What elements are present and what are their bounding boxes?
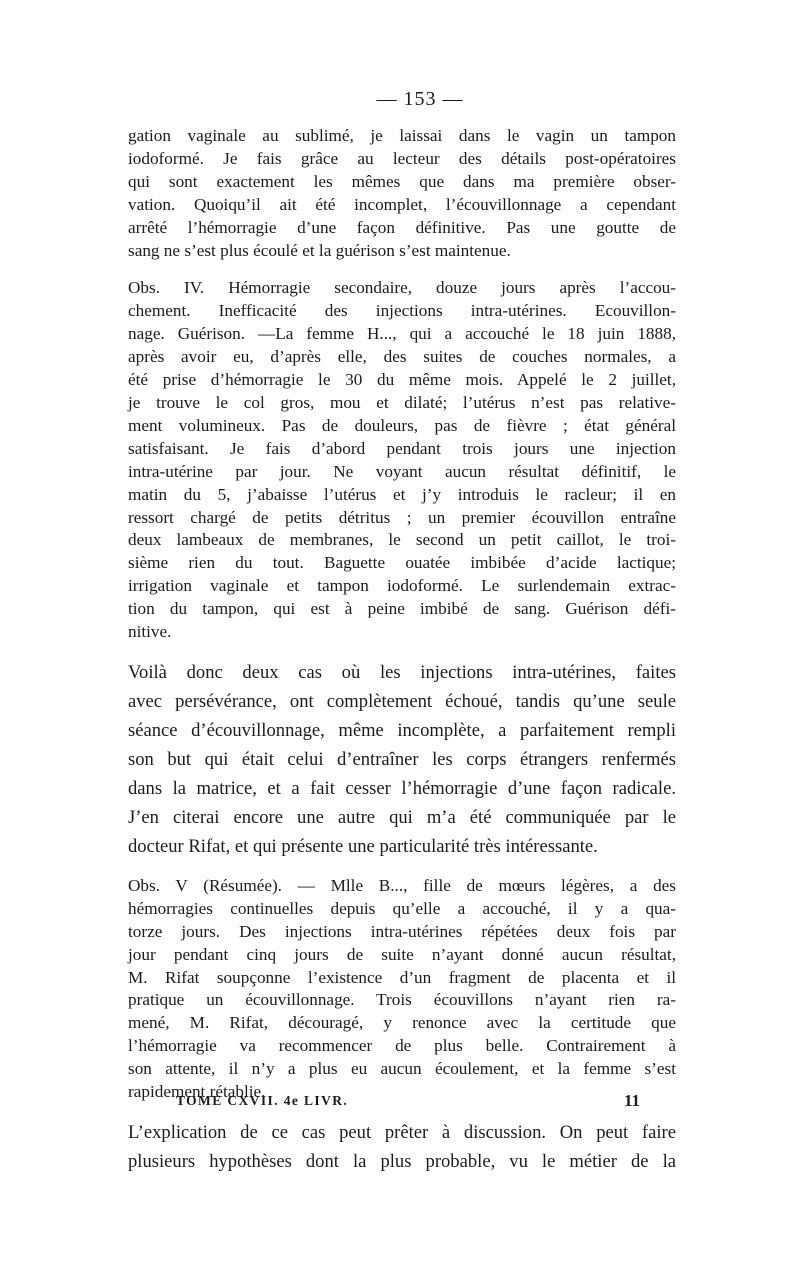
- text-line: ment volumineux. Pas de douleurs, pas de fièvre ; état général: [128, 415, 676, 435]
- text-line: je trouve le col gros, mou et dilaté; l’utérus n’est pas relative-: [128, 392, 676, 412]
- text-line: avec persévérance, ont complètement échoué, tandis qu’une seule: [128, 690, 676, 712]
- paragraph-obs-5: [128, 875, 676, 1104]
- paragraph-1: [128, 125, 676, 262]
- text-line: rapidement rétablie.: [128, 1082, 266, 1102]
- text-line: séance d’écouvillonnage, même incomplète, a parfaitement rempli: [128, 719, 676, 741]
- text-line: après avoir eu, d’après elle, des suites de couches normales, a: [128, 347, 676, 367]
- text-line: irrigation vaginale et tampon iodoformé. Le surlendemain extrac-: [128, 576, 676, 596]
- text-line: nage. Guérison. —La femme H..., qui a accouché le 18 juin 1888,: [128, 324, 676, 344]
- text-line: Obs. V (Résumée). — Mlle B..., fille de mœurs légères, a des: [128, 875, 676, 895]
- volume-signature: TOME CXVII. 4e LIVR.: [176, 1093, 349, 1108]
- text-line: plusieurs hypothèses dont la plus probable, vu le métier de la: [128, 1151, 676, 1172]
- text-line: qui sont exactement les mêmes que dans ma première obser-: [128, 171, 676, 191]
- paragraph-explanation: [128, 1118, 676, 1176]
- text-line: pratique un écouvillonnage. Trois écouvillons n’ayant rien ra-: [128, 990, 676, 1010]
- text-line: satisfaisant. Je fais d’abord pendant trois jours une injection: [128, 438, 676, 458]
- text-line: été prise d’hémorragie le 30 du même mois. Appelé le 2 juillet,: [128, 370, 676, 390]
- text-line: dans la matrice, et a fait cesser l’hémorragie d’une façon radicale.: [128, 777, 676, 799]
- text-line: M. Rifat soupçonne l’existence d’un fragment de placenta et il: [128, 967, 676, 987]
- text-line: L’explication de ce cas peut prêter à discussion. On peut faire: [128, 1122, 676, 1143]
- text-line: J’en citerai encore une autre qui m’a été communiquée par le: [128, 806, 676, 828]
- text-line: ressort chargé de petits détritus ; un premier écouvillon entraîne: [128, 507, 676, 527]
- text-line: mené, M. Rifat, découragé, y renonce avec la certitude que: [128, 1013, 676, 1033]
- signature-number: 11: [623, 1091, 640, 1110]
- text-line: gation vaginale au sublimé, je laissai dans le vagin un tampon: [128, 126, 676, 145]
- book-page: [128, 88, 676, 1176]
- text-line: arrêté l’hémorragie d’une façon définitive. Pas une goutte de: [128, 217, 676, 237]
- text-line: iodoformé. Je fais grâce au lecteur des détails post-opératoires: [128, 148, 676, 168]
- page-footer: [176, 1093, 654, 1109]
- text-line: intra-utérine par jour. Ne voyant aucun résultat définitif, le: [128, 461, 676, 481]
- text-line: son attente, il n’y a plus eu aucun écoulement, et la femme s’est: [128, 1059, 676, 1079]
- paragraph-commentary: [128, 658, 676, 861]
- text-line: deux lambeaux de membranes, le second un petit caillot, le troi-: [128, 530, 676, 550]
- page-number: — 153 —: [376, 88, 464, 110]
- text-line: l’hémorragie va recommencer de plus belle. Contrairement à: [128, 1036, 676, 1056]
- text-line: matin du 5, j’abaisse l’utérus et j’y introduis le racleur; il en: [128, 484, 676, 504]
- text-line: Obs. IV. Hémorragie secondaire, douze jours après l’accou-: [128, 278, 676, 298]
- text-line: tion du tampon, qui est à peine imbibé de sang. Guérison défi-: [128, 599, 676, 619]
- text-line: Voilà donc deux cas où les injections intra-utérines, faites: [128, 661, 676, 683]
- text-line: nitive.: [128, 622, 172, 642]
- paragraph-obs-4: [128, 277, 676, 644]
- text-line: son but qui était celui d’entraîner les corps étrangers renfermés: [128, 748, 676, 770]
- text-line: docteur Rifat, et qui présente une particularité très intéressante.: [128, 835, 598, 857]
- text-line: chement. Inefficacité des injections intra-utérines. Ecouvillon-: [128, 301, 676, 321]
- text-line: sang ne s’est plus écoulé et la guérison s’est maintenue.: [128, 240, 511, 260]
- text-line: vation. Quoiqu’il ait été incomplet, l’écouvillonnage a cependant: [128, 194, 676, 214]
- text-line: sième rien du tout. Baguette ouatée imbibée d’acide lactique;: [128, 553, 676, 573]
- text-line: torze jours. Des injections intra-utérines répétées deux fois par: [128, 921, 676, 941]
- text-line: hémorragies continuelles depuis qu’elle a accouché, il y a qua-: [128, 898, 676, 918]
- text-line: jour pendant cinq jours de suite n’ayant donné aucun résultat,: [128, 944, 676, 964]
